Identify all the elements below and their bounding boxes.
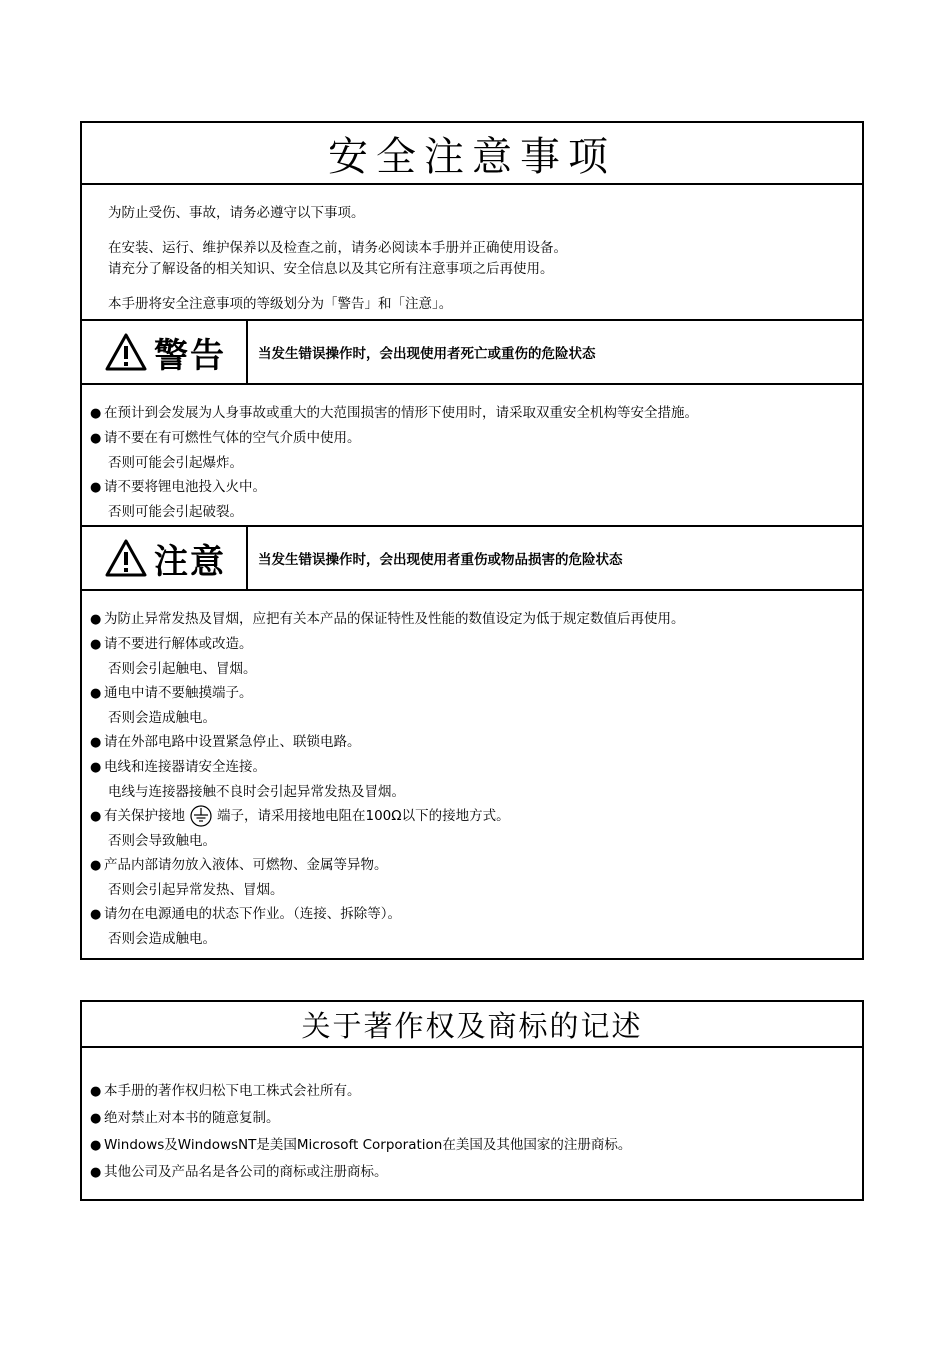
item-text: 端子，请采用接地电阻在100Ω以下的接地方式。 bbox=[217, 808, 510, 824]
bullet: ● bbox=[90, 809, 102, 824]
bullet: ● bbox=[90, 686, 102, 701]
list-item-note bbox=[90, 878, 862, 902]
list-item bbox=[90, 475, 862, 500]
copyright-title: 关于著作权及商标的记述 bbox=[82, 1002, 862, 1048]
item-text: 为防止异常发热及冒烟，应把有关本产品的保证特性及性能的数值设定为低于规定数值后再使用。 bbox=[104, 611, 685, 627]
bullet: ● bbox=[90, 406, 102, 421]
bullet: ● bbox=[90, 637, 102, 652]
bullet: ● bbox=[90, 760, 102, 775]
list-item-note bbox=[90, 927, 862, 951]
bullet: ● bbox=[90, 735, 102, 750]
item-text: 在预计到会发展为人身事故或重大的大范围损害的情形下使用时，请采取双重安全机构等安全措施。 bbox=[104, 405, 698, 421]
list-item bbox=[90, 401, 862, 426]
list-item-note bbox=[90, 451, 862, 475]
bullet: ● bbox=[90, 858, 102, 873]
warning-label: 警告 bbox=[154, 335, 226, 376]
warning-description: 当发生错误操作时，会出现使用者死亡或重伤的危险状态 bbox=[258, 346, 596, 362]
bullet: ● bbox=[90, 907, 102, 922]
safety-precautions-box bbox=[80, 121, 864, 960]
item-text: 否则会造成触电。 bbox=[108, 710, 216, 726]
item-text: 否则可能会引起爆炸。 bbox=[108, 455, 243, 471]
warning-level-header bbox=[82, 321, 862, 385]
list-item bbox=[90, 1105, 862, 1132]
item-text: 否则会造成触电。 bbox=[108, 931, 216, 947]
list-item-note bbox=[90, 780, 862, 804]
item-text: 其他公司及产品名是各公司的商标或注册商标。 bbox=[104, 1164, 388, 1180]
warning-items bbox=[82, 385, 862, 527]
bullet: ● bbox=[90, 1084, 102, 1099]
item-text: 请勿在电源通电的状态下作业。（连接、拆除等）。 bbox=[104, 906, 401, 922]
item-text: 请在外部电路中设置紧急停止、联锁电路。 bbox=[104, 734, 361, 750]
intro-line: 本手册将安全注意事项的等级划分为「警告」和「注意」。 bbox=[108, 296, 453, 312]
list-item bbox=[90, 730, 862, 755]
item-text: 否则会导致触电。 bbox=[108, 833, 216, 849]
warning-tag bbox=[82, 321, 248, 383]
list-item bbox=[90, 426, 862, 451]
caution-level-header bbox=[82, 527, 862, 591]
item-text: Windows及WindowsNT是美国Microsoft Corporation在美国及其他国家的注册商标。 bbox=[104, 1137, 632, 1153]
item-text: 电线与连接器接触不良时会引起异常发热及冒烟。 bbox=[108, 784, 405, 800]
protective-ground-icon bbox=[189, 805, 213, 827]
safety-title: 安全注意事项 bbox=[82, 123, 862, 185]
item-text: 请不要将锂电池投入火中。 bbox=[104, 479, 266, 495]
bullet: ● bbox=[90, 1111, 102, 1126]
list-item bbox=[90, 1132, 862, 1159]
intro-line: 在安装、运行、维护保养以及检查之前，请务必阅读本手册并正确使用设备。 bbox=[108, 240, 567, 256]
item-text: 请不要进行解体或改造。 bbox=[104, 636, 253, 652]
caution-description: 当发生错误操作时，会出现使用者重伤或物品损害的危险状态 bbox=[258, 552, 623, 568]
caution-triangle-icon bbox=[104, 538, 148, 578]
list-item bbox=[90, 632, 862, 657]
list-item-note bbox=[90, 657, 862, 681]
item-text: 本手册的著作权归松下电工株式会社所有。 bbox=[104, 1083, 361, 1099]
bullet: ● bbox=[90, 612, 102, 627]
intro-line: 为防止受伤、事故，请务必遵守以下事项。 bbox=[108, 205, 365, 221]
list-item bbox=[90, 607, 862, 632]
item-text: 有关保护接地 bbox=[104, 808, 185, 824]
item-text: 否则可能会引起破裂。 bbox=[108, 504, 243, 520]
list-item bbox=[90, 681, 862, 706]
item-text: 否则会引起触电、冒烟。 bbox=[108, 661, 257, 677]
list-item-note bbox=[90, 829, 862, 853]
bullet: ● bbox=[90, 480, 102, 495]
item-text: 电线和连接器请安全连接。 bbox=[104, 759, 266, 775]
caution-tag bbox=[82, 527, 248, 589]
bullet: ● bbox=[90, 1165, 102, 1180]
list-item bbox=[90, 804, 862, 829]
list-item-note bbox=[90, 500, 862, 524]
list-item bbox=[90, 902, 862, 927]
warning-triangle-icon bbox=[104, 332, 148, 372]
intro-line: 请充分了解设备的相关知识、安全信息以及其它所有注意事项之后再使用。 bbox=[108, 261, 554, 277]
bullet: ● bbox=[90, 1138, 102, 1153]
list-item-note bbox=[90, 706, 862, 730]
caution-items bbox=[82, 591, 862, 961]
list-item bbox=[90, 853, 862, 878]
item-text: 请不要在有可燃性气体的空气介质中使用。 bbox=[104, 430, 361, 446]
list-item bbox=[90, 1078, 862, 1105]
bullet: ● bbox=[90, 431, 102, 446]
list-item bbox=[90, 1159, 862, 1186]
copyright-trademark-box bbox=[80, 1000, 864, 1201]
item-text: 通电中请不要触摸端子。 bbox=[104, 685, 253, 701]
safety-intro bbox=[82, 185, 862, 321]
copyright-items bbox=[82, 1048, 862, 1186]
item-text: 产品内部请勿放入液体、可燃物、金属等异物。 bbox=[104, 857, 388, 873]
caution-label: 注意 bbox=[154, 541, 226, 582]
item-text: 否则会引起异常发热、冒烟。 bbox=[108, 882, 284, 898]
list-item bbox=[90, 755, 862, 780]
item-text: 绝对禁止对本书的随意复制。 bbox=[104, 1110, 280, 1126]
